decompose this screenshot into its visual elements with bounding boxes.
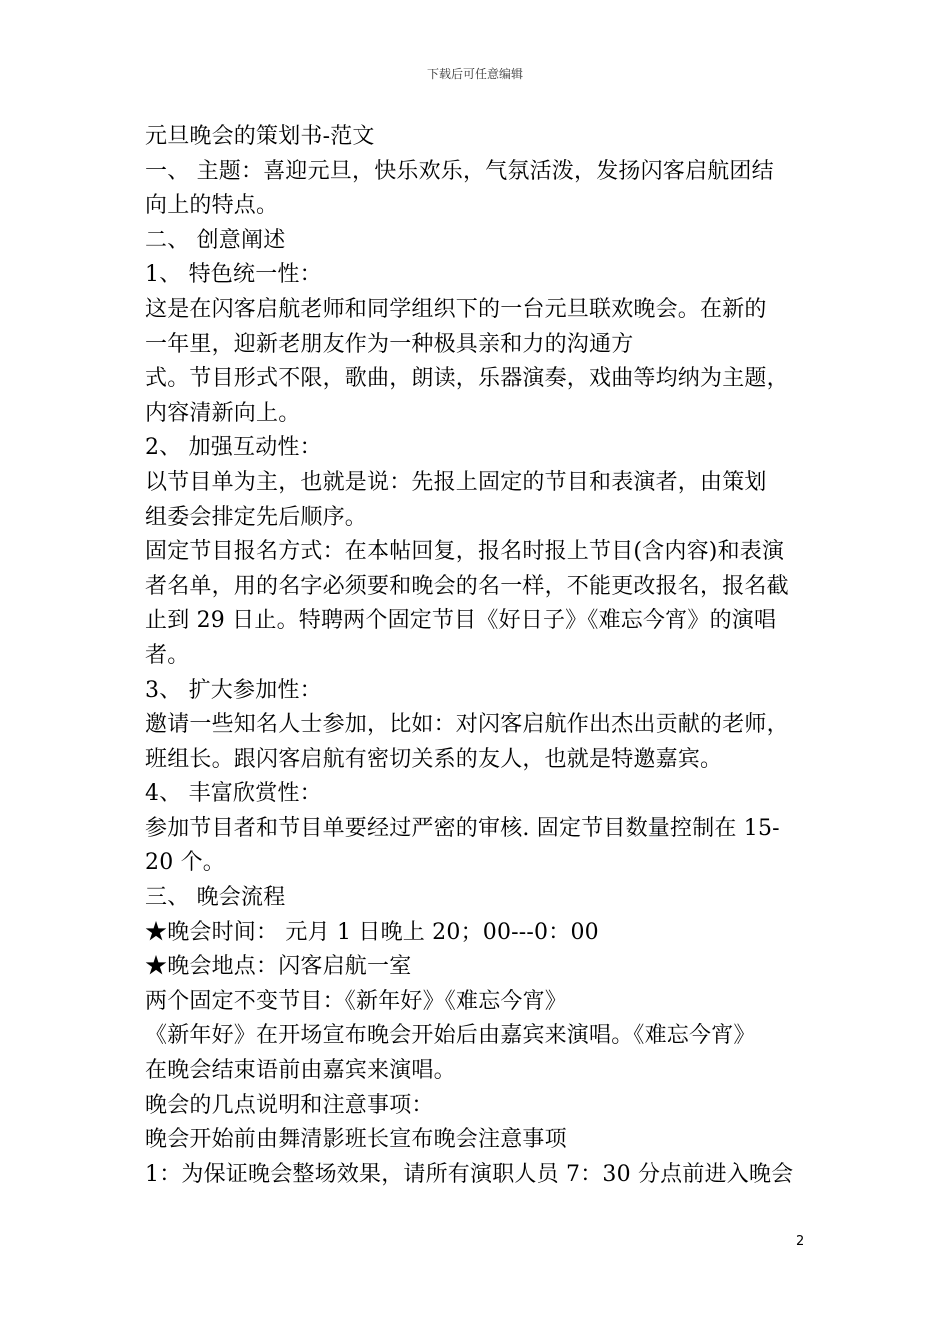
paragraph-line: 20 个。 (145, 850, 225, 876)
paragraph-line: 一年里，迎新老朋友作为一种极具亲和力的沟通方 (145, 331, 634, 357)
paragraph-line: 一、 主题：喜迎元旦，快乐欢乐，气氛活泼，发扬闪客启航团结 (145, 158, 774, 184)
paragraph-line: 固定节目报名方式：在本帖回复，报名时报上节目(含内容)和表演 (145, 539, 785, 565)
subsection-heading: 4、 丰富欣赏性： (145, 781, 322, 807)
paragraph-line: 邀请一些知名人士参加，比如：对闪客启航作出杰出贡献的老师， (145, 712, 789, 738)
paragraph-line: 组委会排定先后顺序。 (145, 504, 368, 530)
paragraph-line: 在晚会结束语前由嘉宾来演唱。 (145, 1058, 456, 1084)
paragraph-line: 两个固定不变节目：《新年好》《难忘今宵》 (145, 988, 568, 1014)
paragraph-line: 1：为保证晚会整场效果，请所有演职人员 7：30 分点前进入晚会 (145, 1161, 794, 1187)
document-body (145, 120, 810, 1192)
page-header: 下载后可任意编辑 (426, 67, 523, 81)
paragraph-line: 参加节目者和节目单要经过严密的审核. 固定节目数量控制在 15- (145, 815, 780, 841)
subsection-heading: 2、 加强互动性： (145, 435, 322, 461)
document-title: 元旦晚会的策划书-范文 (145, 124, 375, 149)
paragraph-line: 《新年好》在开场宣布晚会开始后由嘉宾来演唱。《难忘今宵》 (145, 1023, 756, 1049)
paragraph-line: 班组长。跟闪客启航有密切关系的友人，也就是特邀嘉宾。 (145, 746, 723, 772)
paragraph-line: 内容清新向上。 (145, 400, 301, 426)
section-heading: 二、 创意阐述 (145, 227, 286, 253)
paragraph-line: 以节目单为主，也就是说：先报上固定的节目和表演者，由策划 (145, 469, 767, 495)
paragraph-line: 式。节目形式不限，歌曲，朗读，乐器演奏，戏曲等均纳为主题， (145, 366, 789, 392)
subsection-heading: 1、 特色统一性： (145, 262, 322, 288)
paragraph-line: 者名单，用的名字必须要和晚会的名一样，不能更改报名，报名截 (145, 573, 789, 599)
paragraph-line: ★晚会地点：闪客启航一室 (145, 954, 412, 980)
section-heading: 三、 晚会流程 (145, 885, 286, 911)
paragraph-line: ★晚会时间： 元月 1 日晚上 20；00---0：00 (145, 919, 599, 945)
paragraph-line: 向上的特点。 (145, 193, 279, 219)
paragraph-line: 晚会的几点说明和注意事项： (145, 1092, 434, 1118)
page-number: 2 (796, 1234, 805, 1249)
paragraph-line: 者。 (145, 642, 190, 668)
paragraph-line: 这是在闪客启航老师和同学组织下的一台元旦联欢晚会。在新的 (145, 296, 767, 322)
subsection-heading: 3、 扩大参加性： (145, 677, 322, 703)
paragraph-line: 止到 29 日止。特聘两个固定节目《好日子》《难忘今宵》的演唱 (145, 608, 777, 634)
paragraph-line: 晚会开始前由舞清影班长宣布晚会注意事项 (145, 1127, 567, 1153)
